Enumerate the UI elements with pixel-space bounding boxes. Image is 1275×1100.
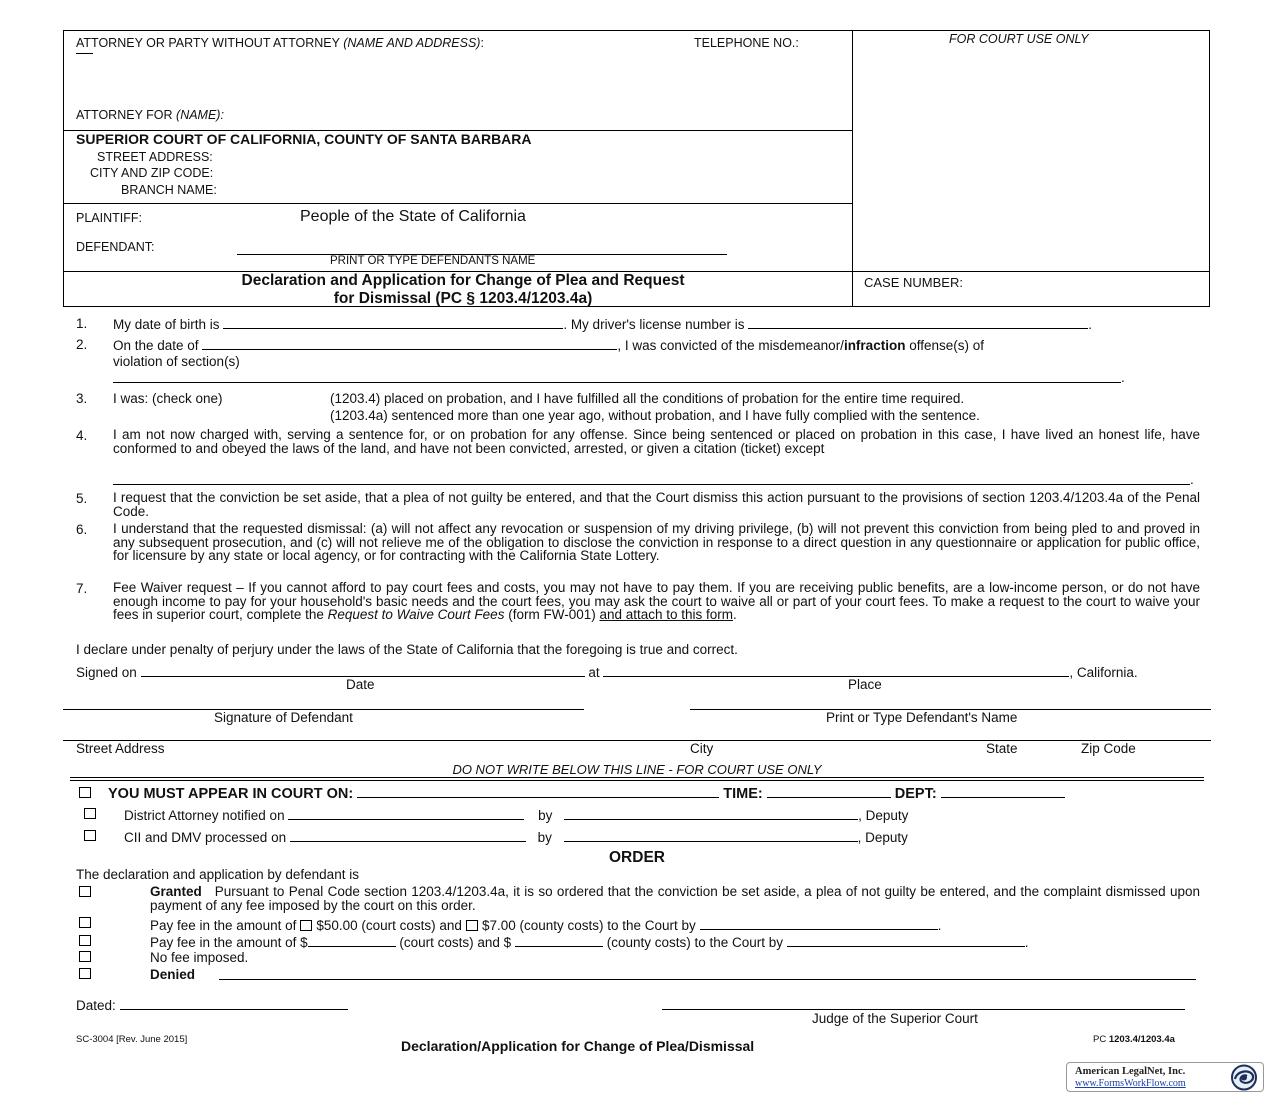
option-1203-4[interactable]: (1203.4) placed on probation, and I have fulfilled all the conditions of probation for the entire time required. (330, 391, 965, 406)
pay-by-date-1[interactable] (700, 917, 938, 930)
da-checkbox[interactable] (84, 808, 96, 819)
plaintiff-label: PLAINTIFF: (76, 211, 142, 225)
street-address-label: STREET ADDRESS: (97, 150, 213, 164)
caption-divider (852, 30, 853, 307)
cii-deputy-field[interactable] (564, 829, 858, 842)
logo-swirl-icon (1227, 1064, 1261, 1091)
da-row: District Attorney notified on by , Deputy (124, 808, 909, 823)
case-number-label: CASE NUMBER: (864, 275, 963, 290)
pay-fee-1-row: Pay fee in the amount of $50.00 (court costs) and $7.00 (county costs) to the Court by . (150, 918, 942, 933)
place-caption: Place (848, 677, 882, 692)
judge-caption: Judge of the Superior Court (812, 1011, 978, 1026)
caption-box (63, 30, 1210, 307)
county-costs-field[interactable] (515, 934, 603, 947)
fee-7-checkbox[interactable] (466, 920, 478, 931)
printed-name-caption: Print or Type Defendant's Name (826, 710, 1018, 725)
granted-text: Granted Pursuant to Penal Code section 1203.4/1203.4a, it is so ordered that the conviction be set aside, a plea of not guilty be entered, and the complaint dismissed upon payment of any fee imposed by the court on this order. (150, 884, 1200, 913)
court-name: SUPERIOR COURT OF CALIFORNIA, COUNTY OF SANTA BARBARA (76, 131, 532, 147)
conviction-date-field[interactable] (202, 337, 617, 350)
city-caption: City (690, 741, 714, 756)
da-date-field[interactable] (288, 807, 524, 820)
item-2-sections: violation of section(s) (113, 354, 240, 369)
item-7-number: 7. (76, 581, 88, 596)
attorney-label: ATTORNEY OR PARTY WITHOUT ATTORNEY (NAME AND ADDRESS): (76, 36, 484, 50)
pay-by-date-2[interactable] (787, 934, 1025, 947)
cii-date-field[interactable] (290, 829, 526, 842)
court-section-rule-1 (70, 777, 1204, 778)
sections-field[interactable] (113, 382, 1121, 383)
item-3-number: 3. (76, 391, 88, 406)
form-title-1: Declaration and Application for Change of Plea and Request (241, 272, 685, 289)
item-6-number: 6. (76, 522, 88, 537)
appear-row: YOU MUST APPEAR IN COURT ON: TIME: DEPT: (108, 785, 1065, 802)
pay-fee-2-row: Pay fee in the amount of $ (court costs) and $ (county costs) to the Court by . (150, 935, 1029, 950)
item-4-text: I am not now charged with, serving a sentence for, or on probation for any offense. Since being sentenced or placed on probation in this case, I have lived an honest life, have conformed to and obeyed the laws of the land, and have not been convicted, arrested, or given a citation (ticket) except (113, 427, 1200, 456)
zip-caption: Zip Code (1081, 741, 1136, 756)
do-not-write-notice: DO NOT WRITE BELOW THIS LINE - FOR COURT USE ONLY (452, 762, 822, 777)
city-zip-label: CITY AND ZIP CODE: (90, 166, 214, 180)
caption-rule-2 (63, 203, 853, 204)
footer-code: PC 1203.4/1203.4a (1093, 1034, 1175, 1045)
appear-date-field[interactable] (357, 785, 719, 798)
defendant-label: DEFENDANT: (76, 240, 155, 254)
court-section-rule-2 (70, 780, 1204, 781)
signature-caption: Signature of Defendant (214, 710, 353, 725)
dated-field[interactable] (120, 997, 348, 1010)
logo-url[interactable]: www.FormsWorkFlow.com (1075, 1078, 1186, 1089)
item-5-text: I request that the conviction be set aside, that a plea of not guilty be entered, and that the Court dismiss this action pursuant to the provisions of section 1203.4/1203.4a of the Penal Code. (113, 490, 1200, 519)
branch-name-label: BRANCH NAME: (121, 183, 217, 197)
exceptions-field[interactable] (113, 484, 1190, 485)
telephone-label: TELEPHONE NO.: (694, 36, 799, 50)
logo-company: American LegalNet, Inc. (1075, 1066, 1186, 1077)
state-caption: State (986, 741, 1018, 756)
order-intro: The declaration and application by defendant is (76, 867, 359, 882)
perjury-declaration: I declare under penalty of perjury under the laws of the State of California that the foregoing is true and correct. (76, 642, 738, 657)
option-1203-4a[interactable]: (1203.4a) sentenced more than one year ago, without probation, and I have fully complied with the sentence. (330, 408, 980, 423)
plaintiff-value[interactable]: People of the State of California (300, 208, 526, 225)
item-1-number: 1. (76, 316, 88, 331)
item-5-number: 5. (76, 491, 88, 506)
birth-date-field[interactable] (223, 316, 563, 329)
appear-dept-field[interactable] (941, 785, 1065, 798)
granted-checkbox[interactable] (79, 886, 91, 897)
attorney-for-label: ATTORNEY FOR (NAME): (76, 108, 224, 122)
signed-on-row: Signed on at , California. (76, 665, 1138, 680)
appear-time-field[interactable] (767, 785, 891, 798)
signed-place-field[interactable] (603, 664, 1069, 677)
court-use-label: FOR COURT USE ONLY (949, 32, 1089, 46)
judge-signature-line[interactable] (662, 1009, 1185, 1010)
da-deputy-field[interactable] (564, 807, 858, 820)
denied-reason-field[interactable] (219, 979, 1196, 980)
item-4-number: 4. (76, 428, 88, 443)
item-2-end: . (1121, 370, 1125, 385)
appear-checkbox[interactable] (79, 787, 91, 798)
item-6-text: I understand that the requested dismissal: (a) will not affect any revocation or suspension of my driving privilege, (b) will not prevent this conviction from being pled to and proved in any subsequent prosecution, and (c) will not relieve me of the obligation to disclose the conviction in response to a direct question in any questionnaire or application for public office, for licensure by any state or local agency, or for contracting with the California State Lottery. (113, 521, 1200, 564)
address-line[interactable] (63, 740, 1211, 741)
american-legalnet-logo[interactable] (1066, 1062, 1264, 1092)
cii-row: CII and DMV processed on by , Deputy (124, 830, 908, 845)
item-7-text: Fee Waiver request – If you cannot afford to pay court fees and costs, you may not have to pay them. If you are receiving public benefits, are a low-income person, or do not have enough income to pay for your household's basic needs and the court fees, you may ask the court to waive all or part of your court fees. To make a request to the court to waive your fees in superior court, complete the Request to Waive Court Fees (form FW-001) and attach to this form. (113, 580, 1200, 623)
item-2: On the date of , I was convicted of the misdemeanor/infraction offense(s) of (113, 338, 984, 353)
pay-fee-1-checkbox[interactable] (79, 917, 91, 928)
item-4-end: . (1190, 472, 1194, 487)
defendant-caption: PRINT OR TYPE DEFENDANTS NAME (330, 255, 536, 267)
license-field[interactable] (748, 316, 1088, 329)
fee-50-checkbox[interactable] (300, 920, 312, 931)
form-title-2: for Dismissal (PC § 1203.4/1203.4a) (333, 290, 593, 307)
no-fee-checkbox[interactable] (79, 951, 91, 962)
attorney-mark (76, 53, 93, 54)
item-2-number: 2. (76, 337, 88, 352)
form-id: SC-3004 [Rev. June 2015] (76, 1034, 188, 1045)
dated-row: Dated: (76, 997, 348, 1013)
item-1: My date of birth is . My driver's license number is . (113, 317, 1092, 332)
no-fee-label: No fee imposed. (150, 950, 249, 965)
item-3-label: I was: (check one) (113, 391, 223, 406)
cii-checkbox[interactable] (84, 830, 96, 841)
denied-checkbox[interactable] (79, 968, 91, 979)
order-title: ORDER (609, 849, 665, 866)
court-costs-field[interactable] (308, 934, 396, 947)
date-caption: Date (346, 677, 375, 692)
street-caption: Street Address (76, 741, 165, 756)
denied-label: Denied (150, 967, 196, 982)
signed-date-field[interactable] (141, 664, 585, 677)
footer-form-title: Declaration/Application for Change of Plea/Dismissal (401, 1038, 755, 1054)
pay-fee-2-checkbox[interactable] (79, 935, 91, 946)
